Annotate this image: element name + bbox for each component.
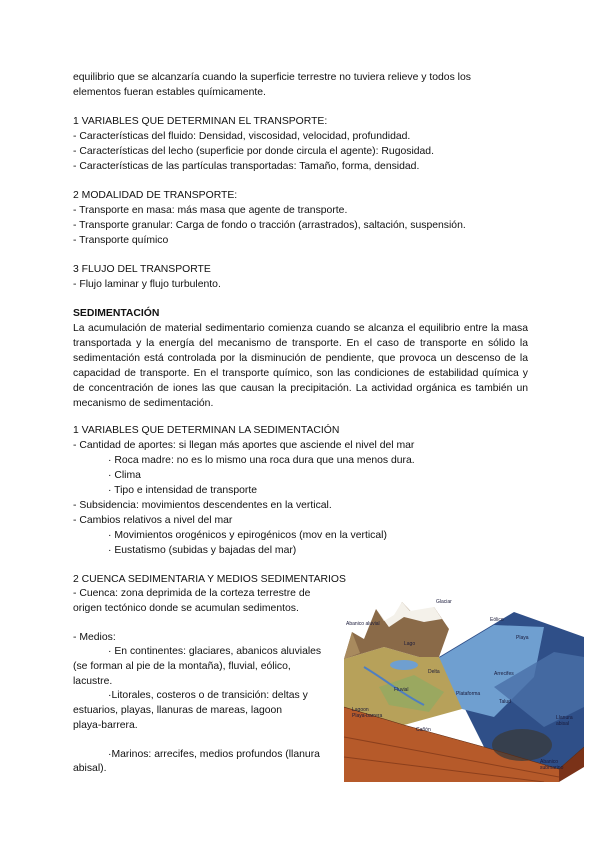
diagram-label-canon: Cañón [416, 727, 431, 733]
transport-mode-item: - Transporte químico [73, 235, 169, 246]
diagram-label-lagoon: Lagoon [352, 707, 369, 713]
medios-continental-line: lacustre. [73, 676, 113, 687]
sedimentation-sub-item: · Roca madre: no es lo mismo una roca dura que una menos dura. [108, 455, 415, 466]
diagram-label-arrecifes: Arrecifes [494, 671, 514, 677]
sedimentation-variable-item: - Cambios relativos a nivel del mar [73, 515, 233, 526]
basin-heading: 2 CUENCA SEDIMENTARIA Y MEDIOS SEDIMENTARIOS [73, 574, 346, 585]
transport-variables-heading: 1 VARIABLES QUE DETERMINAN EL TRANSPORTE: [73, 116, 328, 127]
sedimentary-environments-diagram [344, 597, 584, 782]
transport-variable-item: - Características de las partículas transportadas: Tamaño, forma, densidad. [73, 161, 420, 172]
intro-line-1: equilibrio que se alcanzaría cuando la superficie terrestre no tuviera relieve y todos los [73, 72, 471, 83]
diagram-label-abanico-aluvial: Abanico aluvial [346, 621, 380, 627]
intro-line-2: elementos fueran estables químicamente. [73, 87, 266, 98]
diagram-illustration [344, 597, 584, 782]
diagram-label-playa: Playa [516, 635, 529, 641]
transport-variable-item: - Características del fluido: Densidad, viscosidad, velocidad, profundidad. [73, 131, 411, 142]
sedimentation-sub-item: · Tipo e intensidad de transporte [108, 485, 258, 496]
medios-litoral-line: estuarios, playas, llanuras de mareas, lagoon [73, 705, 283, 716]
diagram-label-abisal: abisal [556, 721, 570, 727]
transport-mode-heading: 2 MODALIDAD DE TRANSPORTE: [73, 190, 238, 201]
transport-flow-item: - Flujo laminar y flujo turbulento. [73, 279, 221, 290]
diagram-label-talud: Talud [499, 699, 511, 705]
submarine-fan [492, 729, 552, 761]
sedimentation-sub-item: · Eustatismo (subidas y bajadas del mar) [108, 545, 297, 556]
diagram-label-abanico: Abanico [540, 759, 559, 765]
transport-mode-item: - Transporte en masa: más masa que agente de transporte. [73, 205, 348, 216]
sedimentation-variable-item: - Subsidencia: movimientos descendentes en la vertical. [73, 500, 332, 511]
section-title-sedimentacion: SEDIMENTACIÓN [73, 308, 160, 319]
basin-definition-line: - Cuenca: zona deprimida de la corteza terrestre de [73, 588, 311, 599]
medios-marine-line: abisal). [73, 763, 107, 774]
diagram-label-fluvial: Fluvial [394, 687, 409, 693]
medios-litoral-line: ·Litorales, costeros o de transición: deltas y [108, 690, 308, 701]
diagram-label-llanura: Llanura [556, 715, 573, 721]
medios-continental-line: · En continentes: glaciares, abanicos aluviales [108, 646, 322, 657]
sedimentation-sub-item: · Movimientos orogénicos y epirogénicos (mov en la vertical) [108, 530, 387, 541]
medios-continental-line: (se forman al pie de la montaña), fluvial, eólico, [73, 661, 291, 672]
diagram-label-submarino: submarino [540, 765, 564, 771]
diagram-label-playa-barrera: Playa-barrera [352, 713, 383, 719]
sedimentation-variables-heading: 1 VARIABLES QUE DETERMINAN LA SEDIMENTACIÓN [73, 425, 340, 436]
diagram-label-lago: Lago [404, 641, 416, 647]
sedimentation-variable-item: - Cantidad de aportes: si llegan más aportes que asciende el nivel del mar [73, 440, 415, 451]
lake [390, 660, 418, 670]
transport-variable-item: - Características del lecho (superficie por donde circula el agente): Rugosidad. [73, 146, 434, 157]
diagram-label-plataforma: Plataforma [456, 691, 481, 697]
medios-marine-line: ·Marinos: arrecifes, medios profundos (llanura [108, 749, 320, 760]
transport-flow-heading: 3 FLUJO DEL TRANSPORTE [73, 264, 211, 275]
medios-label: - Medios: [73, 632, 116, 643]
transport-mode-item: - Transporte granular: Carga de fondo o tracción (arrastrados), saltación, suspensión. [73, 220, 466, 231]
diagram-label-eolico: Eólico [490, 617, 504, 623]
medios-litoral-line: playa-barrera. [73, 720, 138, 731]
diagram-label-delta: Delta [428, 669, 440, 675]
sedimentation-sub-item: · Clima [108, 470, 141, 481]
sedimentacion-paragraph: La acumulación de material sedimentario comienza cuando se alcanza el equilibrio entre la masa transportada y la energía del mecanismo de transporte. En el caso de transporte en sólido la sedimentación está controlada por la disminución de pendiente, que provoca un descenso de la capacidad de transporte. En el transporte químico, son las condiciones de estabilidad química y de concentración de iones las que causan la precipitación. La actividad orgánica es también un mecanismo de sedimentación. [73, 323, 528, 409]
diagram-label-glaciar: Glaciar [436, 599, 452, 605]
basin-definition-line: origen tectónico donde se acumulan sedimentos. [73, 603, 299, 614]
